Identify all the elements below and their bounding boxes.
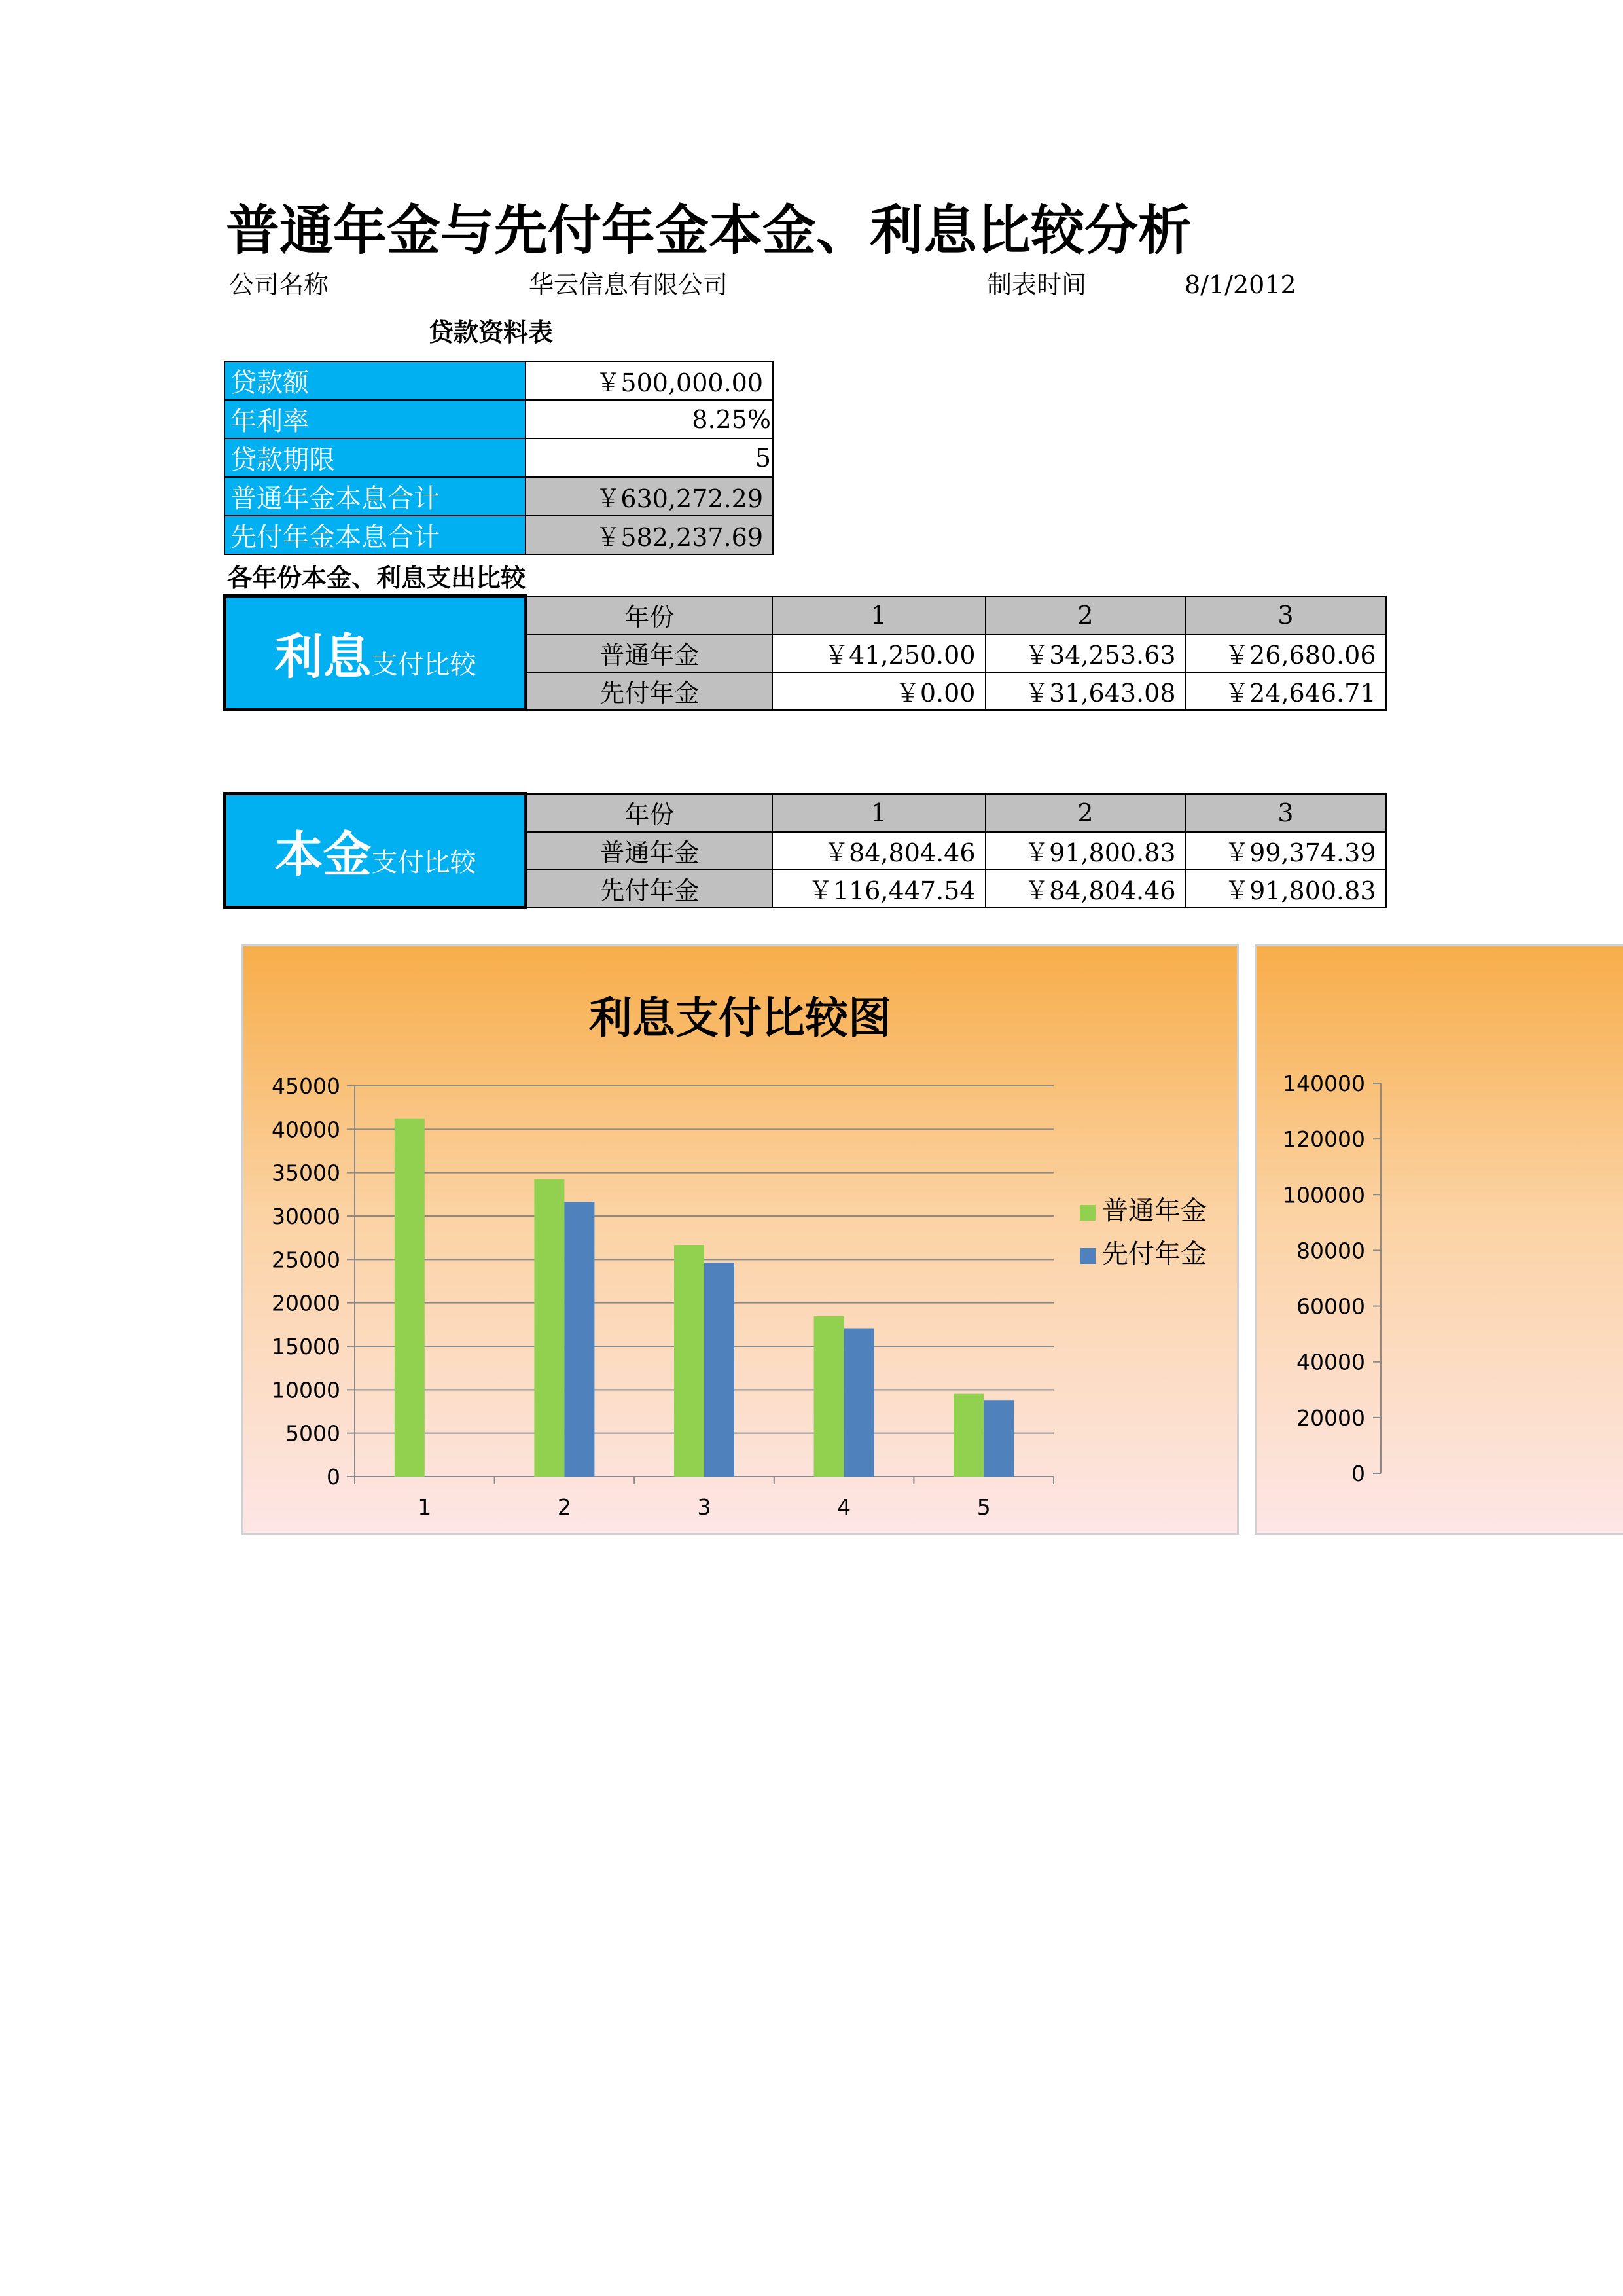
interest-title <box>225 596 526 710</box>
table-cell: ￥116,447.54 <box>772 870 986 908</box>
table-cell: ￥99,374.39 <box>1186 832 1386 870</box>
y-tick-label: 15000 <box>272 1334 340 1359</box>
row-label: 先付年金 <box>526 672 772 710</box>
x-tick-label: 2 <box>557 1494 571 1520</box>
loan-row <box>224 361 773 400</box>
row-label: 普通年金 <box>526 832 772 870</box>
y-tick-label: 140000 <box>1283 1071 1365 1096</box>
bar-advance <box>704 1263 734 1477</box>
loan-row-value[interactable]: 5 <box>526 439 773 477</box>
y-tick-label: 45000 <box>272 1073 340 1099</box>
company-label: 公司名称 <box>229 270 329 299</box>
bar-ordinary <box>814 1316 844 1477</box>
table-header-cell: 年份 <box>526 794 772 832</box>
y-tick-label: 10000 <box>272 1377 340 1403</box>
table-cell: ￥84,804.46 <box>986 870 1186 908</box>
loan-table <box>224 361 774 555</box>
table-header-cell: 3 <box>1186 794 1386 832</box>
loan-row-value: ￥630,272.29 <box>526 477 773 516</box>
loan-table-heading: 贷款资料表 <box>429 318 554 347</box>
table-cell: ￥41,250.00 <box>772 634 986 672</box>
table-header-cell: 年份 <box>526 596 772 634</box>
table-cell: ￥26,680.06 <box>1186 634 1386 672</box>
x-tick-label: 4 <box>837 1494 851 1520</box>
table-header-cell: 1 <box>772 794 986 832</box>
page-title: 普通年金与先付年金本金、利息比较分析 <box>226 200 1192 262</box>
date-value: 8/1/2012 <box>1185 270 1296 299</box>
x-tick-label: 5 <box>976 1494 991 1520</box>
y-tick-label: 0 <box>327 1464 340 1490</box>
table-header-cell: 1 <box>772 596 986 634</box>
principal-title-big: 本金 <box>274 826 372 883</box>
legend-label: 先付年金 <box>1102 1239 1207 1269</box>
company-name: 华云信息有限公司 <box>529 270 728 299</box>
loan-row-value[interactable]: ￥500,000.00 <box>526 361 773 400</box>
y-tick-label: 40000 <box>1296 1349 1365 1375</box>
loan-row <box>224 516 773 554</box>
chart-title: 利息支付比较图 <box>589 993 891 1043</box>
y-tick-label: 80000 <box>1296 1238 1365 1264</box>
bar-advance <box>844 1328 874 1477</box>
bar-ordinary <box>534 1179 564 1477</box>
loan-row-label: 贷款期限 <box>224 439 526 477</box>
loan-row-label: 普通年金本息合计 <box>224 477 526 516</box>
interest-title-small: 支付比较 <box>371 649 476 680</box>
y-tick-label: 120000 <box>1283 1126 1365 1153</box>
bar-advance <box>984 1400 1014 1477</box>
loan-row <box>224 400 773 439</box>
table-cell: ￥24,646.71 <box>1186 672 1386 710</box>
bar-advance <box>564 1202 594 1477</box>
principal-chart[interactable] <box>1255 944 1623 1535</box>
y-tick-label: 20000 <box>1296 1405 1365 1431</box>
loan-row <box>224 477 773 516</box>
bar-ordinary <box>395 1119 425 1477</box>
table-cell: ￥34,253.63 <box>986 634 1186 672</box>
y-tick-label: 60000 <box>1296 1293 1365 1319</box>
table-cell: ￥91,800.83 <box>1186 870 1386 908</box>
loan-row-value[interactable]: 8.25% <box>526 400 773 439</box>
y-tick-label: 25000 <box>272 1247 340 1273</box>
loan-row-value: ￥582,237.69 <box>526 516 773 554</box>
bar-ordinary <box>674 1245 704 1477</box>
interest-table <box>223 594 1387 711</box>
table-cell: ￥91,800.83 <box>986 832 1186 870</box>
y-tick-label: 40000 <box>272 1117 340 1143</box>
interest-chart[interactable] <box>241 944 1239 1535</box>
y-tick-label: 30000 <box>272 1204 340 1229</box>
row-label: 普通年金 <box>526 634 772 672</box>
interest-chart-svg <box>243 946 1237 1533</box>
table-cell: ￥84,804.46 <box>772 832 986 870</box>
y-tick-label: 5000 <box>285 1420 340 1446</box>
table-header-cell: 2 <box>986 596 1186 634</box>
table-cell: ￥0.00 <box>772 672 986 710</box>
loan-row-label: 年利率 <box>224 400 526 439</box>
principal-chart-svg <box>1257 946 1623 1533</box>
table-header-cell: 2 <box>986 794 1186 832</box>
compare-heading: 各年份本金、利息支出比较 <box>227 564 526 592</box>
legend-label: 普通年金 <box>1102 1196 1207 1226</box>
y-tick-label: 0 <box>1351 1461 1365 1486</box>
x-tick-label: 3 <box>697 1494 711 1520</box>
principal-table <box>223 792 1387 909</box>
y-tick-label: 100000 <box>1283 1182 1365 1208</box>
table-header-cell: 3 <box>1186 596 1386 634</box>
bar-ordinary <box>954 1394 984 1477</box>
date-label: 制表时间 <box>987 270 1087 299</box>
legend-swatch <box>1080 1248 1096 1264</box>
legend-swatch <box>1080 1205 1096 1221</box>
table-cell: ￥31,643.08 <box>986 672 1186 710</box>
principal-title <box>225 794 526 908</box>
y-tick-label: 35000 <box>272 1160 340 1186</box>
y-tick-label: 20000 <box>272 1290 340 1316</box>
principal-title-small: 支付比较 <box>371 847 476 878</box>
loan-row <box>224 439 773 477</box>
loan-row-label: 贷款额 <box>224 361 526 400</box>
x-tick-label: 1 <box>418 1494 432 1520</box>
loan-row-label: 先付年金本息合计 <box>224 516 526 554</box>
interest-title-big: 利息 <box>274 628 372 685</box>
row-label: 先付年金 <box>526 870 772 908</box>
